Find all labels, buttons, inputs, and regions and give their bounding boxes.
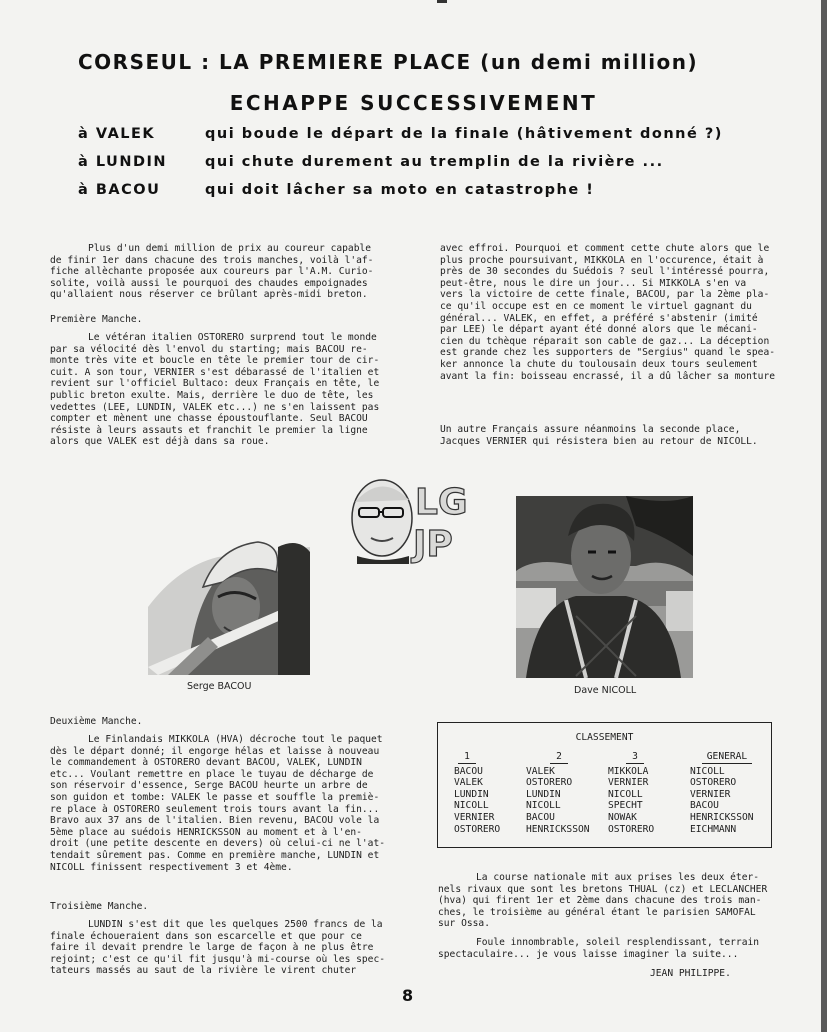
text-line: avec effroi. Pourquoi et comment cette chute alors que le (440, 243, 770, 254)
photo-dave-nicoll-image (516, 496, 693, 678)
classement-cell: OSTORERO (526, 777, 573, 789)
logo-jp-text: JP (413, 524, 453, 564)
classement-cell: LUNDIN (454, 788, 489, 800)
text-line: La course nationale mit aux prises les deux éter- (476, 872, 760, 883)
classement-box (437, 722, 772, 848)
classement-cell: VERNIER (454, 811, 495, 823)
classement-cell: BACOU (454, 765, 483, 777)
classement-column-3 (608, 751, 688, 835)
article-intro (50, 243, 395, 301)
classement-cell: VERNIER (608, 777, 649, 789)
text-line: près de 30 secondes du Suédois ? seul l'intéressé pourra, (440, 266, 770, 278)
text-line: Le vétéran italien OSTORERO surprend tout le monde (88, 332, 377, 343)
classement-cell: VERNIER (690, 788, 731, 800)
classement-cell: VALEK (454, 777, 483, 789)
classement-cell: BACOU (526, 811, 555, 823)
text-line: son réservoir d'essence, Serge BACOU heurte un arbre de (50, 780, 368, 792)
headline-prefix: à LUNDIN (78, 154, 168, 170)
text-line: par sa vélocité dès l'envol du starting; mais BACOU re- (50, 343, 368, 355)
text-line: son guidon et tombe: VALEK le passe et souffle la premiè- (50, 791, 380, 803)
text-line: rejoint; c'est ce qu'il fit jusqu'à mi-course où les spec- (50, 953, 386, 965)
classement-column-2 (526, 751, 606, 835)
photo-serge-bacou (148, 527, 310, 675)
headline-line-1: CORSEUL : LA PREMIERE PLACE (un demi million) (78, 50, 699, 74)
classement-column-header: 2 (550, 751, 568, 764)
text-line: tateurs massés au saut de la rivière le virent chuter (50, 965, 357, 977)
headline-item-bacou (78, 182, 594, 198)
classement-cell: NICOLL (690, 765, 725, 777)
classement-cell: SPECHT (608, 800, 643, 812)
text-line: tendait sûrement pas. Comme en première manche, LUNDIN et (50, 849, 380, 861)
classement-cell: OSTORERO (690, 777, 737, 789)
classement-column-1 (454, 751, 514, 835)
article-second-place (440, 424, 785, 447)
text-line: Jacques VERNIER qui résistera bien au retour de NICOLL. (440, 435, 758, 447)
article-manche-3 (50, 919, 395, 977)
text-line: cien du tchèque réparait son cable de gaz... La déception (440, 335, 770, 347)
text-line: avant la fin: boisseau encrassé, il a dû lâcher sa monture (440, 370, 776, 382)
text-line: droit (une petite descente en devers) où celui-ci ne l'at- (50, 838, 386, 850)
section-title-manche-1: Première Manche. (50, 314, 143, 325)
text-line: solite, voilà aussi le pourquoi des chaudes empoignades (50, 277, 368, 289)
text-line: vers la victoire de cette finale, BACOU, par la 2ème pla- (440, 289, 770, 301)
photo-serge-bacou-image (148, 527, 310, 675)
section-title-manche-2: Deuxième Manche. (50, 716, 143, 727)
text-line: finale échoueraient dans son escarcelle et que pour ce (50, 930, 362, 942)
text-line: nels rivaux que sont les bretons THUAL (cz) et LECLANCHER (438, 883, 768, 895)
photo-caption-dave-nicoll: Dave NICOLL (574, 685, 637, 696)
text-line: ches, le troisième au général étant le parisien SAMOFAL (438, 906, 756, 918)
photo-dave-nicoll (516, 496, 693, 678)
text-line: vedettes (LEE, LUNDIN, VALEK etc...) ne s'en laissent pas (50, 401, 380, 413)
text-line: résiste à leurs assauts et franchit le premier la ligne (50, 424, 368, 436)
text-line: 5ème place au suédois HENRICKSSON au moment et à l'en- (50, 826, 362, 838)
classement-cell: BACOU (690, 800, 719, 812)
text-line: Foule innombrable, soleil resplendissant, terrain (476, 937, 760, 948)
text-line: (hva) qui firent 1er et 2ème dans chacune des trois man- (438, 895, 762, 907)
text-line: de finir 1er dans chacune des trois manches, voilà l'af- (50, 254, 374, 266)
text-line: sur Ossa. (438, 918, 490, 930)
text-line: fiche allèchante proposée aux coureurs par l'A.M. Curio- (50, 266, 374, 278)
classement-cell: NOWAK (608, 811, 637, 823)
text-line: compter et mènent une chasse époustouflante. Seul BACOU (50, 413, 368, 425)
article-conclusion (438, 937, 783, 960)
classement-cell: NICOLL (526, 800, 561, 812)
article-course-nationale (438, 872, 783, 930)
text-line: qu'allaient nous réserver ce brûlant après-midi breton. (50, 289, 368, 301)
article-manche-1 (50, 332, 395, 448)
text-line: plus proche poursuivant, MIKKOLA en l'occurence, était à (440, 254, 764, 266)
classement-cell: HENRICKSSON (690, 811, 754, 823)
classement-cell: VALEK (526, 765, 555, 777)
headline-text: qui boude le départ de la finale (hâtivement donné ?) (205, 126, 723, 142)
text-line: le commandement à OSTORERO devant BACOU, VALEK, LUNDIN (50, 757, 362, 769)
logo-lg-text: LG (415, 482, 468, 523)
text-line: public breton exulte. Mais, derrière le duo de tête, les (50, 389, 374, 401)
text-line: ker annonce la chute du toulousain deux tours seulement (440, 358, 758, 370)
classement-title: CLASSEMENT (575, 732, 634, 743)
text-line: alors que VALEK est déjà dans sa roue. (50, 436, 270, 448)
classement-column-header: 3 (626, 751, 644, 764)
classement-column-header: GENERAL (702, 751, 752, 764)
headline-item-lundin (78, 154, 664, 170)
text-line: peut-être, nous le dire un jour... Si MIKKOLA s'en va (440, 277, 747, 289)
classement-cell: NICOLL (608, 788, 643, 800)
classement-cell: NICOLL (454, 800, 489, 812)
section-title-manche-3: Troisième Manche. (50, 901, 149, 912)
headline-prefix: à BACOU (78, 182, 161, 198)
text-line: etc... Voulant remettre en place le tuyau de décharge de (50, 768, 374, 780)
text-line: Un autre Français assure néanmoins la seconde place, (440, 424, 741, 435)
text-line: Bravo aux 37 ans de l'italien. Bien revenu, BACOU vole la (50, 815, 380, 827)
text-line: NICOLL finissent respectivement 3 et 4ème. (50, 861, 293, 873)
print-mark (437, 0, 447, 3)
text-line: dès le départ donné; il engorge hélas et laisse à nouveau (50, 745, 380, 757)
headline-item-valek (78, 126, 723, 142)
text-line: faire il devait prendre le large de façon à ne plus être (50, 942, 374, 954)
classement-column-header: 1 (458, 751, 476, 764)
classement-cell: MIKKOLA (608, 765, 649, 777)
article-continuation (440, 243, 785, 382)
text-line: monte très vite et boucle en tête le premier tour de cir- (50, 355, 380, 367)
headline-line-2: ECHAPPE SUCCESSIVEMENT (229, 91, 598, 115)
classement-cell: OSTORERO (608, 823, 655, 835)
classement-cell: OSTORERO (454, 823, 501, 835)
text-line: cuit. A son tour, VERNIER s'est débarassé de l'italien et (50, 366, 380, 378)
text-line: général... VALEK, en effet, a préféré s'abstenir (imité (440, 312, 758, 324)
author-signature: JEAN PHILIPPE. (650, 968, 731, 979)
lg-jp-logo (349, 472, 474, 564)
text-line: Plus d'un demi million de prix au coureur capable (88, 243, 372, 254)
headline-text: qui chute durement au tremplin de la rivière ... (205, 154, 664, 170)
text-line: revient sur l'officiel Bultaco: deux Français en tête, le (50, 378, 380, 390)
classement-column-general (690, 751, 770, 835)
classement-cell: HENRICKSSON (526, 823, 590, 835)
headline-text: qui doit lâcher sa moto en catastrophe ! (205, 182, 595, 198)
classement-cell: LUNDIN (526, 788, 561, 800)
article-manche-2 (50, 734, 395, 873)
text-line: spectaculaire... je vous laisse imaginer la suite... (438, 948, 739, 960)
lg-jp-logo-image (349, 472, 474, 564)
text-line: re place à OSTORERO seulement trois tours avant la fin... (50, 803, 380, 815)
text-line: Le Finlandais MIKKOLA (HVA) décroche tout le paquet (88, 734, 383, 745)
headline-prefix: à VALEK (78, 126, 156, 142)
text-line: par LEE) le départ ayant été donné alors que le mécani- (440, 324, 758, 336)
classement-cell: EICHMANN (690, 823, 737, 835)
text-line: ce qu'il occupe est en ce moment le virtuel gagnant du (440, 300, 752, 312)
photo-caption-serge-bacou: Serge BACOU (187, 681, 252, 692)
text-line: est grande chez les supporters de "Sergius" quand le spea- (440, 347, 776, 359)
scan-edge (821, 0, 827, 1032)
text-line: LUNDIN s'est dit que les quelques 2500 francs de la (88, 919, 383, 930)
page-number: 8 (402, 986, 414, 1005)
